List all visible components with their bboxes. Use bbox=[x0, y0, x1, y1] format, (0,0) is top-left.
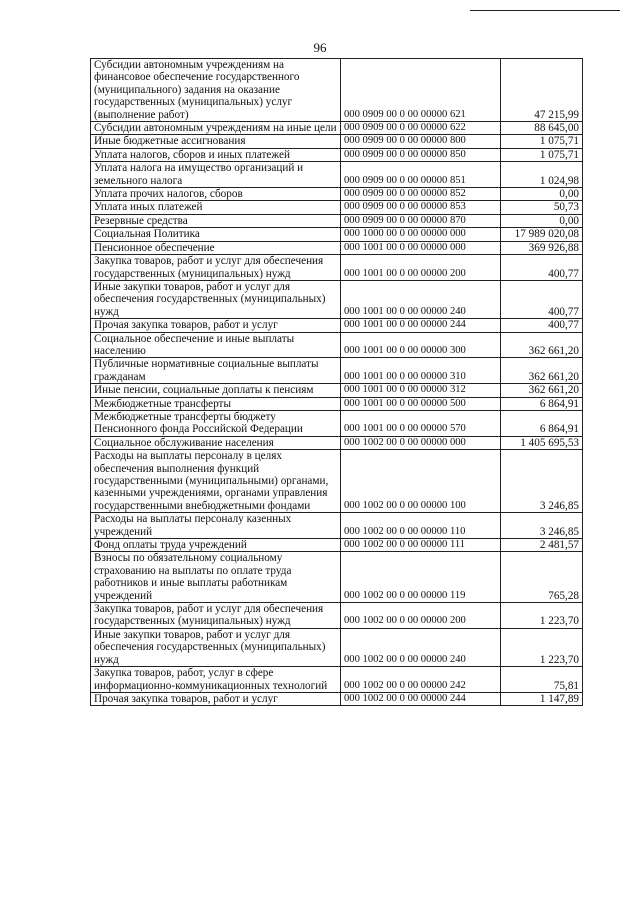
row-code: 000 1002 00 0 00 00000 111 bbox=[341, 539, 501, 552]
row-code: 000 1001 00 0 00 00000 244 bbox=[341, 319, 501, 332]
row-code: 000 0909 00 0 00 00000 853 bbox=[341, 201, 501, 214]
table-row bbox=[91, 255, 583, 281]
row-name: Прочая закупка товаров, работ и услуг bbox=[91, 692, 341, 705]
row-code: 000 0909 00 0 00 00000 851 bbox=[341, 162, 501, 188]
row-name: Иные закупки товаров, работ и услуг для обеспечения государственных (муниципальных) нужд bbox=[91, 628, 341, 666]
row-code: 000 1002 00 0 00 00000 110 bbox=[341, 513, 501, 539]
row-name: Расходы на выплаты персоналу казенных учреждений bbox=[91, 513, 341, 539]
table-row bbox=[91, 122, 583, 135]
table-row bbox=[91, 358, 583, 384]
row-name: Межбюджетные трансферты бюджету Пенсионного фонда Российской Федерации bbox=[91, 410, 341, 436]
row-name: Межбюджетные трансферты bbox=[91, 397, 341, 410]
row-name: Уплата иных платежей bbox=[91, 201, 341, 214]
row-name: Иные закупки товаров, работ и услуг для обеспечения государственных (муниципальных) нужд bbox=[91, 280, 341, 318]
row-amount: 2 481,57 bbox=[501, 539, 583, 552]
row-amount: 50,73 bbox=[501, 201, 583, 214]
budget-table bbox=[90, 58, 583, 706]
table-row bbox=[91, 397, 583, 410]
table-row bbox=[91, 603, 583, 629]
table-row bbox=[91, 552, 583, 603]
table-row bbox=[91, 384, 583, 397]
row-amount: 1 024,98 bbox=[501, 162, 583, 188]
table-row bbox=[91, 59, 583, 122]
row-code: 000 1002 00 0 00 00000 000 bbox=[341, 436, 501, 449]
row-amount: 400,77 bbox=[501, 255, 583, 281]
row-code: 000 1002 00 0 00 00000 119 bbox=[341, 552, 501, 603]
row-amount: 1 075,71 bbox=[501, 148, 583, 161]
row-name: Закупка товаров, работ и услуг для обеспечения государственных (муниципальных) нужд bbox=[91, 603, 341, 629]
row-name: Уплата налогов, сборов и иных платежей bbox=[91, 148, 341, 161]
table-row bbox=[91, 280, 583, 318]
table-row bbox=[91, 450, 583, 513]
row-code: 000 1001 00 0 00 00000 000 bbox=[341, 241, 501, 254]
row-code: 000 0909 00 0 00 00000 621 bbox=[341, 59, 501, 122]
row-name: Субсидии автономным учреждениям на иные цели bbox=[91, 122, 341, 135]
row-amount: 17 989 020,08 bbox=[501, 228, 583, 241]
row-code: 000 1002 00 0 00 00000 200 bbox=[341, 603, 501, 629]
row-code: 000 1001 00 0 00 00000 500 bbox=[341, 397, 501, 410]
row-name: Расходы на выплаты персоналу в целях обеспечения выполнения функций государственными (муниципальными) органами, казенными учреждениями, органами управления государственными внебюджетными фондами bbox=[91, 450, 341, 513]
table-row bbox=[91, 692, 583, 705]
table-row bbox=[91, 319, 583, 332]
row-code: 000 1001 00 0 00 00000 310 bbox=[341, 358, 501, 384]
row-name: Закупка товаров, работ и услуг для обеспечения государственных (муниципальных) нужд bbox=[91, 255, 341, 281]
table-row bbox=[91, 436, 583, 449]
table-row bbox=[91, 667, 583, 693]
table-row bbox=[91, 241, 583, 254]
table-row bbox=[91, 539, 583, 552]
row-amount: 1 223,70 bbox=[501, 628, 583, 666]
row-name: Резервные средства bbox=[91, 214, 341, 227]
row-code: 000 1001 00 0 00 00000 200 bbox=[341, 255, 501, 281]
page-number: 96 bbox=[313, 40, 327, 55]
table-row bbox=[91, 332, 583, 358]
row-name: Иные пенсии, социальные доплаты к пенсиям bbox=[91, 384, 341, 397]
row-amount: 400,77 bbox=[501, 319, 583, 332]
row-amount: 400,77 bbox=[501, 280, 583, 318]
table-row bbox=[91, 148, 583, 161]
row-name: Взносы по обязательному социальному страхованию на выплаты по оплате труда работников и иные выплаты работникам учреждений bbox=[91, 552, 341, 603]
row-code: 000 1001 00 0 00 00000 570 bbox=[341, 410, 501, 436]
row-name: Публичные нормативные социальные выплаты гражданам bbox=[91, 358, 341, 384]
row-name: Социальное обслуживание населения bbox=[91, 436, 341, 449]
row-code: 000 1000 00 0 00 00000 000 bbox=[341, 228, 501, 241]
row-code: 000 0909 00 0 00 00000 870 bbox=[341, 214, 501, 227]
row-amount: 88 645,00 bbox=[501, 122, 583, 135]
row-amount: 6 864,91 bbox=[501, 397, 583, 410]
row-code: 000 1002 00 0 00 00000 242 bbox=[341, 667, 501, 693]
row-amount: 765,28 bbox=[501, 552, 583, 603]
row-name: Уплата прочих налогов, сборов bbox=[91, 188, 341, 201]
row-name: Закупка товаров, работ, услуг в сфере информационно-коммуникационных технологий bbox=[91, 667, 341, 693]
row-code: 000 1002 00 0 00 00000 240 bbox=[341, 628, 501, 666]
row-code: 000 0909 00 0 00 00000 800 bbox=[341, 135, 501, 148]
row-name: Фонд оплаты труда учреждений bbox=[91, 539, 341, 552]
row-amount: 47 215,99 bbox=[501, 59, 583, 122]
row-amount: 1 223,70 bbox=[501, 603, 583, 629]
row-code: 000 1002 00 0 00 00000 100 bbox=[341, 450, 501, 513]
table-row bbox=[91, 188, 583, 201]
row-amount: 0,00 bbox=[501, 214, 583, 227]
table-row bbox=[91, 135, 583, 148]
table-row bbox=[91, 228, 583, 241]
table-row bbox=[91, 628, 583, 666]
table-row bbox=[91, 162, 583, 188]
row-name: Субсидии автономным учреждениям на финансовое обеспечение государственного (муниципального) задания на оказание государственных (муниципальных) услуг (выполнение работ) bbox=[91, 59, 341, 122]
row-name: Прочая закупка товаров, работ и услуг bbox=[91, 319, 341, 332]
row-code: 000 1001 00 0 00 00000 240 bbox=[341, 280, 501, 318]
row-amount: 1 147,89 bbox=[501, 692, 583, 705]
row-code: 000 1002 00 0 00 00000 244 bbox=[341, 692, 501, 705]
row-amount: 1 075,71 bbox=[501, 135, 583, 148]
row-amount: 3 246,85 bbox=[501, 513, 583, 539]
row-code: 000 0909 00 0 00 00000 850 bbox=[341, 148, 501, 161]
row-name: Иные бюджетные ассигнования bbox=[91, 135, 341, 148]
row-code: 000 1001 00 0 00 00000 300 bbox=[341, 332, 501, 358]
top-rule bbox=[470, 10, 620, 11]
row-code: 000 0909 00 0 00 00000 852 bbox=[341, 188, 501, 201]
row-amount: 369 926,88 bbox=[501, 241, 583, 254]
row-amount: 75,81 bbox=[501, 667, 583, 693]
row-name: Уплата налога на имущество организаций и земельного налога bbox=[91, 162, 341, 188]
row-name: Социальное обеспечение и иные выплаты населению bbox=[91, 332, 341, 358]
table-row bbox=[91, 214, 583, 227]
table-row bbox=[91, 201, 583, 214]
row-name: Социальная Политика bbox=[91, 228, 341, 241]
table-row bbox=[91, 410, 583, 436]
row-amount: 3 246,85 bbox=[501, 450, 583, 513]
row-amount: 362 661,20 bbox=[501, 384, 583, 397]
table-row bbox=[91, 513, 583, 539]
row-amount: 6 864,91 bbox=[501, 410, 583, 436]
row-code: 000 0909 00 0 00 00000 622 bbox=[341, 122, 501, 135]
row-amount: 362 661,20 bbox=[501, 358, 583, 384]
row-code: 000 1001 00 0 00 00000 312 bbox=[341, 384, 501, 397]
row-amount: 1 405 695,53 bbox=[501, 436, 583, 449]
row-amount: 0,00 bbox=[501, 188, 583, 201]
row-name: Пенсионное обеспечение bbox=[91, 241, 341, 254]
row-amount: 362 661,20 bbox=[501, 332, 583, 358]
